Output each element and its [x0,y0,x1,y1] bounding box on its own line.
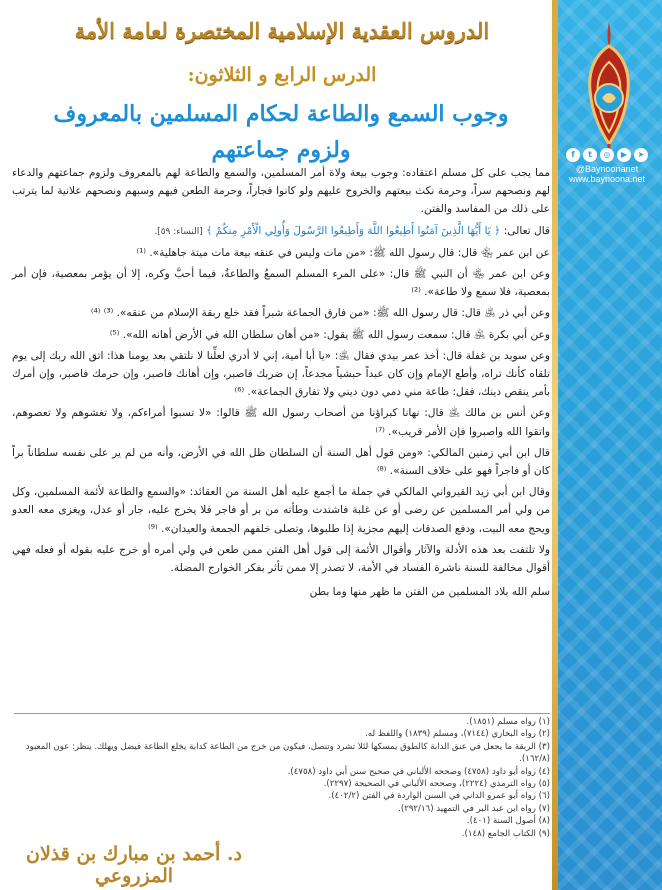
scholar-quote: قال ابن أبي زمنين المالكي: «ومن قول أهل السنة أن السلطان ظل الله في الأرض، وأنه من لم ير على نفسه سلطاناً براً كان أو فاجراً فهو على خلاف السنة». ⁽⁸⁾ [12,446,550,478]
footnotes [12,716,550,840]
instagram-icon[interactable]: ◎ [600,148,614,162]
verse-intro: قال تعالى: [503,224,550,237]
author-signature: د. أحمد بن مبارك بن قذلان المزروعي [25,843,242,887]
hadith-paragraph: عن ابن عمر ﵄ قال: قال رسول الله ﷺ: «من مات وليس في عنقه بيعة مات ميتة جاهلية». ⁽¹⁾ [136,246,550,259]
twitter-icon[interactable]: t [583,148,597,162]
intro-paragraph: مما يجب على كل مسلم اعتقاده: وجوب بيعة ولاة أمر المسلمين، والسمع والطاعة لهم بالمعروف ولزوم جماعتهم والدعاء لهم ونصحهم سراً، وحرمة نكث بيعتهم والخروج عليهم ولو كانوا فجاراً، وحرمة الطعن فيهم وسبهم ونصحهم علانية لما يترتب على ذلك من المفاسد والفتن. [12,167,550,216]
youtube-icon[interactable]: ▶ [617,148,631,162]
lesson-title-line-1: وجوب السمع والطاعة لحكام المسلمين بالمعروف [53,101,509,127]
footnote-item: (٨) أصول السنة (٤٠١). [466,816,550,827]
footnote-item: (٥) رواه الترمذي (٢٢٢٤)، وصححه الألباني في الصحيحة (٢٢٩٧). [323,779,550,790]
lesson-title-line-2: ولزوم جماعتهم [211,137,351,163]
hadith-paragraph: وعن أبي ذر ﵁ قال: قال رسول الله ﷺ: «من فارق الجماعة شبراً فقد خلع ربقة الإسلام من عنقه». ⁽³⁾ ⁽⁴⁾ [90,307,550,320]
footnote-divider [14,713,550,714]
conclusion-paragraph: ولا تلتفت بعد هذه الأدلة والآثار وأقوال الأئمة إلى قول أهل الفتن ممن طعن في ولي أمره أو خرج عليه بقوله أو فعله فهي أقوال مخالفة للسنة ناشرة الفساد في الأمة، لا تصدر إلا ممن تأثر بفكر الخوارج المضلة. [12,543,550,575]
quran-verse: ﴿ يَا أَيُّهَا الَّذِينَ آمَنُوا أَطِيعُوا اللَّهَ وَأَطِيعُوا الرَّسُولَ وَأُولِي الْأَمْرِ مِنكُمْ ﴾ [206,224,501,237]
series-title: الدروس العقدية الإسلامية المختصرة لعامة الأمة [74,18,490,43]
footnote-item: (١) رواه مسلم (١٨٥١). [466,717,550,727]
athar-paragraph: وعن سويد بن غفلة قال: أخذ عمر بيدي فقال ﵁: «يا أبا أمية، إني لا أدري لعلِّنا لا نلتقي بعد يومنا هذا: اتق الله ربك إلى يوم تلقاه كأنك تراه، وأطع الإمام وإن كان عبداً حبشياً مجدعاً، إن ضربك فاصبر، وإن أهانك فاصبر، وإن حرمك فاصبر، وإن أمرك بأمر ينقص دينك، فقل: طاعة مني دمي دون ديني ولا تفارق الجماعة». ⁽⁶⁾ [12,349,550,399]
facebook-icon[interactable]: f [566,148,580,162]
verse-reference: [النساء: ٥٩]. [154,226,203,237]
baynoona-logo [574,18,644,158]
social-handle[interactable]: @Baynoonanet [575,164,639,174]
closing-supplication: سلم الله بلاد المسلمين من الفتن ما ظهر منها وما بطن [309,586,550,599]
athar-paragraph: وعن أنس بن مالك ﵁ قال: نهانا كبراؤنا من أصحاب رسول الله ﷺ قالوا: «لا تسبوا أمراءكم، ولا تغشوهم ولا تعصوهم، واتقوا الله واصبروا فإن الأمر قريب». ⁽⁷⁾ [12,407,550,438]
scholar-quote: وقال ابن أبي زيد القيرواني المالكي في جملة ما أجمع عليه أهل السنة من العقائد: «والسمع والطاعة لأئمة المسلمين، وكل من ولي أمر المسلمين عن رضى أو عن غلبة فاشتدت وطأته من بر أو فاجر فلا يخرج عليه، جار أو عدل، ويغزى معه العدو ويحج معه البيت، ودفع الصدقات إليهم مجزية إذا طلبوها، وتصلى خلفهم الجمعة والعيدان». ⁽⁹⁾ [12,486,550,535]
lesson-title [10,96,552,168]
footnote-item: (٣) الربقة ما يجعل في عنق الدابة كالطوق يمسكها لئلا تشرد وتنصل، فيكون من خرج من الطاعة كدابة يخلع الطاعة فيضل ويهلك. ينظر: عون المعبود (١٦٢/٨). [25,741,550,765]
gold-border [552,0,558,890]
footnote-item: (٩) الكتاب الجامع (١٤٨). [461,828,550,839]
footnote-item: (٦) رواه أبو عمرو الداني في السنن الواردة في الفتن (٤٠٢/٢). [328,791,550,802]
footnote-item: (٧) رواه ابن عبد البر في التمهيد (٢٩٢/١٦). [398,803,550,814]
footnote-item: (٢) رواه البخاري (٧١٤٤)، ومسلم (١٨٣٩) واللفظ له. [365,729,550,740]
footnote-item: (٤) رواه أبو داود (٤٧٥٨) وصححه الألباني في صحيح سنن أبي داود (٤٧٥٨). [287,766,550,777]
decorative-sidebar [552,0,662,890]
hadith-paragraph: وعن ابن عمر ﵄ أن النبي ﷺ قال: «على المرء المسلم السمعُ والطاعةُ، فيما أحبَّ وكره، إلا أن يؤمر بمعصية، فإن أمر بمعصية، فلا سمع ولا طاعة». ⁽²⁾ [12,268,550,299]
lesson-body [12,164,550,601]
verse-paragraph [12,222,550,241]
hadith-paragraph: وعن أبي بكرة ﵁ قال: سمعت رسول الله ﷺ يقول: «من أهان سلطان الله في الأرض أهانه الله». ⁽⁵⁾ [109,328,550,341]
website-link[interactable]: www.baynoona.net [568,174,646,184]
social-links [558,148,656,184]
telegram-icon[interactable]: ➤ [634,148,648,162]
lesson-number: الدرس الرابع و الثلاثون: [187,64,377,86]
logo-emblem-icon [574,18,644,158]
